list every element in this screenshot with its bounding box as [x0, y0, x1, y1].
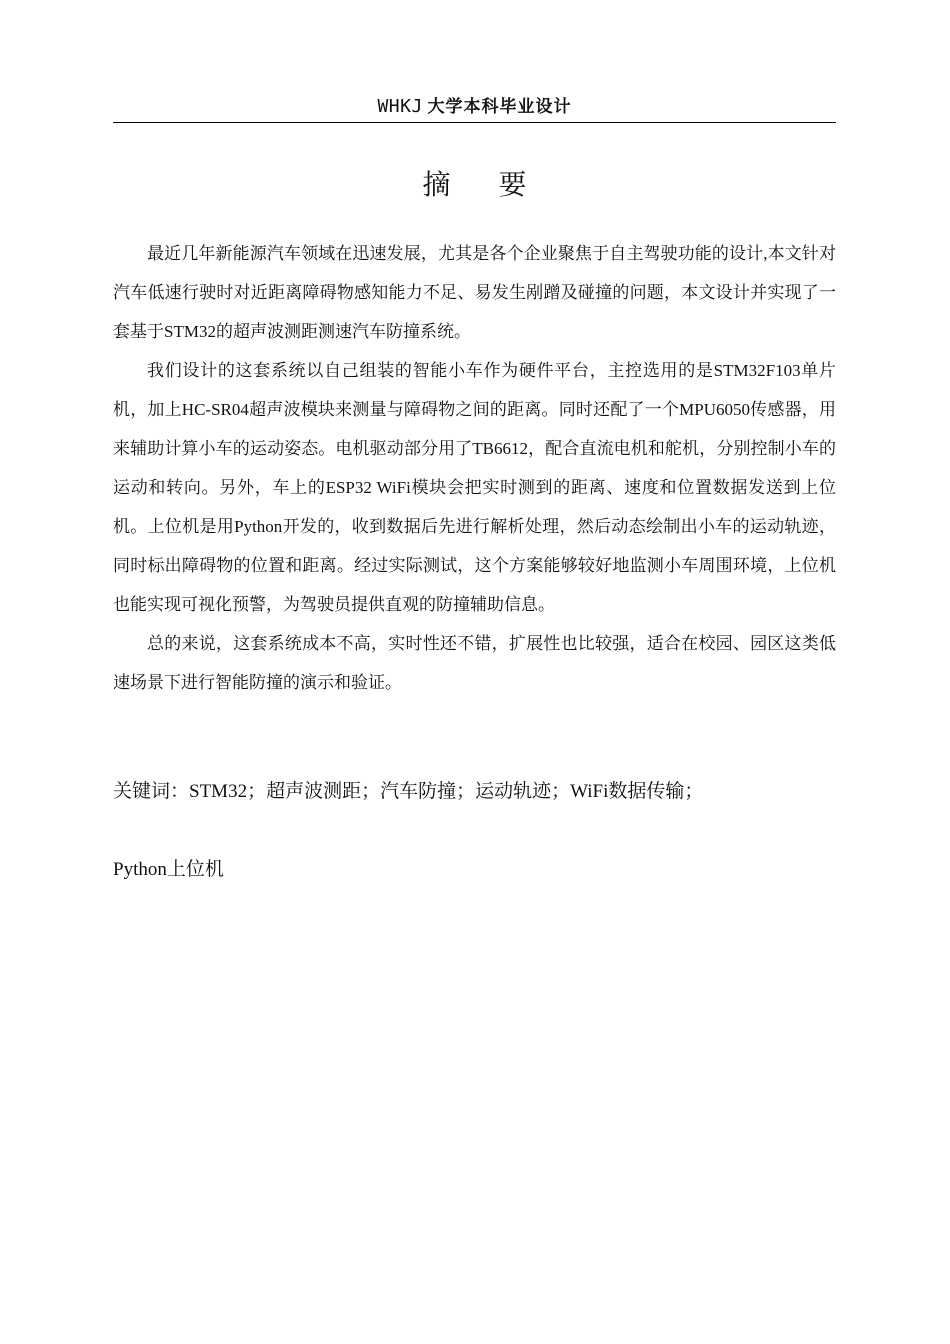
abstract-paragraph-3: 总的来说，这套系统成本不高，实时性还不错，扩展性也比较强，适合在校园、园区这类低速场景下进行智能防撞的演示和验证。	[113, 634, 836, 692]
header-title: 大学本科毕业设计	[427, 97, 572, 117]
header-code: WHKJ	[377, 96, 423, 117]
keywords-line-1: 关键词：STM32；超声波测距；汽车防撞；运动轨迹；WiFi数据传输；	[113, 781, 704, 802]
abstract-paragraph-2: 我们设计的这套系统以自己组装的智能小车作为硬件平台，主控选用的是STM32F103单片机，加上HC-SR04超声波模块来测量与障碍物之间的距离。同时还配了一个MPU6050传感器，用来辅助计算小车的运动姿态。电机驱动部分用了TB6612，配合直流电机和舵机，分别控制小车的运动和转向。另外，车上的ESP32 WiFi模块会把实时测到的距离、速度和位置数据发送到上位机。上位机是用Python开发的，收到数据后先进行解析处理，然后动态绘制出小车的运动轨迹，同时标出障碍物的位置和距离。经过实际测试，这个方案能够较好地监测小车周围环境，上位机也能实现可视化预警，为驾驶员提供直观的防撞辅助信息。	[113, 361, 836, 614]
abstract-paragraph-1: 最近几年新能源汽车领域在迅速发展，尤其是各个企业聚焦于自主驾驶功能的设计,本文针对汽车低速行驶时对近距离障碍物感知能力不足、易发生剐蹭及碰撞的问题，本文设计并实现了一套基于STM32的超声波测距测速汽车防撞系统。	[113, 244, 836, 341]
keywords-line-2: Python上位机	[113, 859, 224, 880]
abstract-body	[113, 234, 836, 702]
page-header	[113, 94, 836, 123]
keywords-section	[113, 772, 836, 889]
keywords-spacer	[113, 811, 836, 850]
abstract-title: 摘要	[422, 170, 575, 201]
